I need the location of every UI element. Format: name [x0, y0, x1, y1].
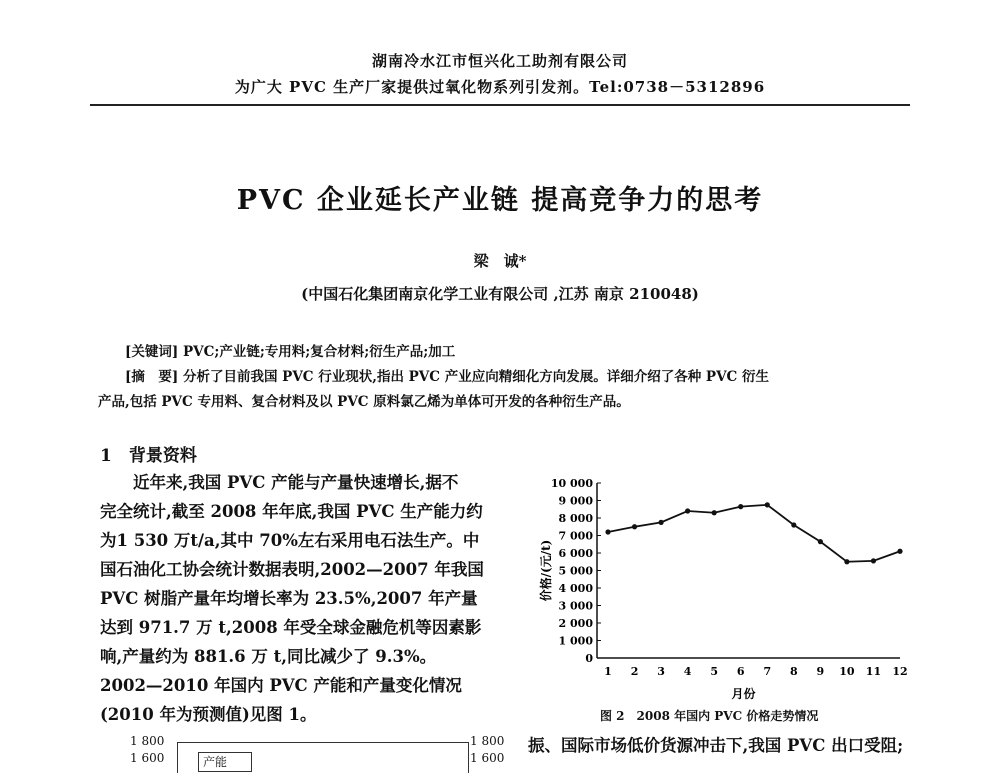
data-point — [658, 520, 663, 525]
y-tick-label: 9 000 — [558, 494, 593, 508]
y-tick-label: 7 000 — [558, 529, 593, 543]
y-tick-label: 0 — [585, 652, 593, 665]
x-tick-label: 8 — [789, 665, 798, 678]
body-text-line: 2002—2010 年国内 PVC 产能和产量变化情况 — [100, 676, 462, 695]
data-point — [632, 524, 637, 529]
x-tick-label: 3 — [657, 665, 665, 678]
legend-label: 产能 — [203, 755, 228, 769]
x-tick-label: 10 — [839, 665, 855, 678]
data-point — [685, 508, 690, 513]
tick-label: 1 800 — [130, 734, 165, 748]
x-tick-label: 6 — [736, 665, 745, 678]
article-title: PVC 企业延长产业链 提高竞争力的思考 — [236, 185, 764, 216]
y-tick-label: 3 000 — [558, 599, 593, 613]
tick-label: 1 600 — [470, 751, 505, 765]
y-tick-label: 8 000 — [558, 512, 593, 525]
data-point — [844, 559, 849, 564]
data-point — [897, 549, 902, 554]
data-point — [818, 539, 823, 544]
x-tick-label: 5 — [710, 665, 719, 678]
data-point — [871, 558, 876, 563]
header-company: 湖南冷水江市恒兴化工助剂有限公司 — [371, 52, 628, 70]
data-point — [791, 522, 796, 527]
x-tick-label: 4 — [683, 665, 692, 678]
body-text-line: 响,产量约为 881.6 万 t,同比减少了 9.3%。 — [100, 647, 437, 666]
y-tick-label: 10 000 — [550, 477, 593, 490]
body-text-line: 为1 530 万t/a,其中 70%左右采用电石法生产。中 — [100, 531, 480, 550]
x-tick-label: 11 — [865, 665, 882, 678]
body-text-line: 达到 971.7 万 t,2008 年受全球金融危机等因素影 — [100, 618, 482, 637]
data-point — [712, 510, 717, 515]
body-text-line: 振、国际市场低价货源冲击下,我国 PVC 出口受阻; — [528, 736, 904, 755]
body-text-line: 近年来,我国 PVC 产能与产量快速增长,据不 — [100, 473, 459, 492]
abstract-line: 产品,包括 PVC 专用料、复合材料及以 PVC 原料氯乙烯为单体可开发的各种衍生产品。 — [98, 394, 630, 410]
header-ad: 为广大 PVC 生产厂家提供过氧化物系列引发剂。Tel:0738－5312896 — [234, 78, 766, 96]
body-text-line: PVC 树脂产量年均增长率为 23.5%,2007 年产量 — [100, 589, 478, 608]
figure-caption: 图 2 2008 年国内 PVC 价格走势情况 — [600, 709, 819, 723]
data-point — [605, 529, 610, 534]
price-chart — [520, 470, 908, 705]
tick-label: 1 600 — [130, 751, 165, 765]
figure1-partial — [130, 734, 505, 769]
affiliation: (中国石化集团南京化学工业有限公司 ,江苏 南京 210048) — [301, 285, 699, 303]
abstract-line: [摘 要] 分析了目前我国 PVC 行业现状,指出 PVC 产业应向精细化方向发展。详细介绍了各种 PVC 衍生 — [125, 369, 769, 385]
header-rule — [90, 104, 910, 106]
legend-box — [198, 752, 252, 772]
body-text-line: (2010 年为预测值)见图 1。 — [100, 705, 317, 724]
x-axis-label: 月份 — [731, 687, 756, 701]
x-tick-label: 1 — [604, 665, 612, 678]
y-axis-label: 价格/(元/t) — [539, 539, 553, 602]
author: 梁 诚* — [473, 252, 527, 270]
section-heading: 1 背景资料 — [100, 446, 197, 466]
y-tick-label: 6 000 — [558, 547, 593, 560]
x-tick-label: 7 — [763, 665, 772, 678]
price-line — [608, 505, 900, 562]
tick-label: 1 800 — [470, 734, 505, 748]
body-text-line: 国石油化工协会统计数据表明,2002—2007 年我国 — [100, 560, 484, 579]
y-tick-label: 2 000 — [558, 617, 593, 630]
y-tick-label: 1 000 — [558, 634, 593, 648]
keywords: [关键词] PVC;产业链;专用料;复合材料;衍生产品;加工 — [125, 344, 456, 360]
body-text-line: 完全统计,截至 2008 年年底,我国 PVC 生产能力约 — [100, 502, 483, 521]
y-tick-label: 5 000 — [558, 564, 593, 578]
data-point — [738, 504, 743, 509]
x-tick-label: 2 — [630, 665, 639, 678]
y-tick-label: 4 000 — [558, 582, 593, 595]
data-point — [765, 502, 770, 507]
x-tick-label: 9 — [816, 665, 825, 678]
x-tick-label: 12 — [892, 665, 908, 678]
